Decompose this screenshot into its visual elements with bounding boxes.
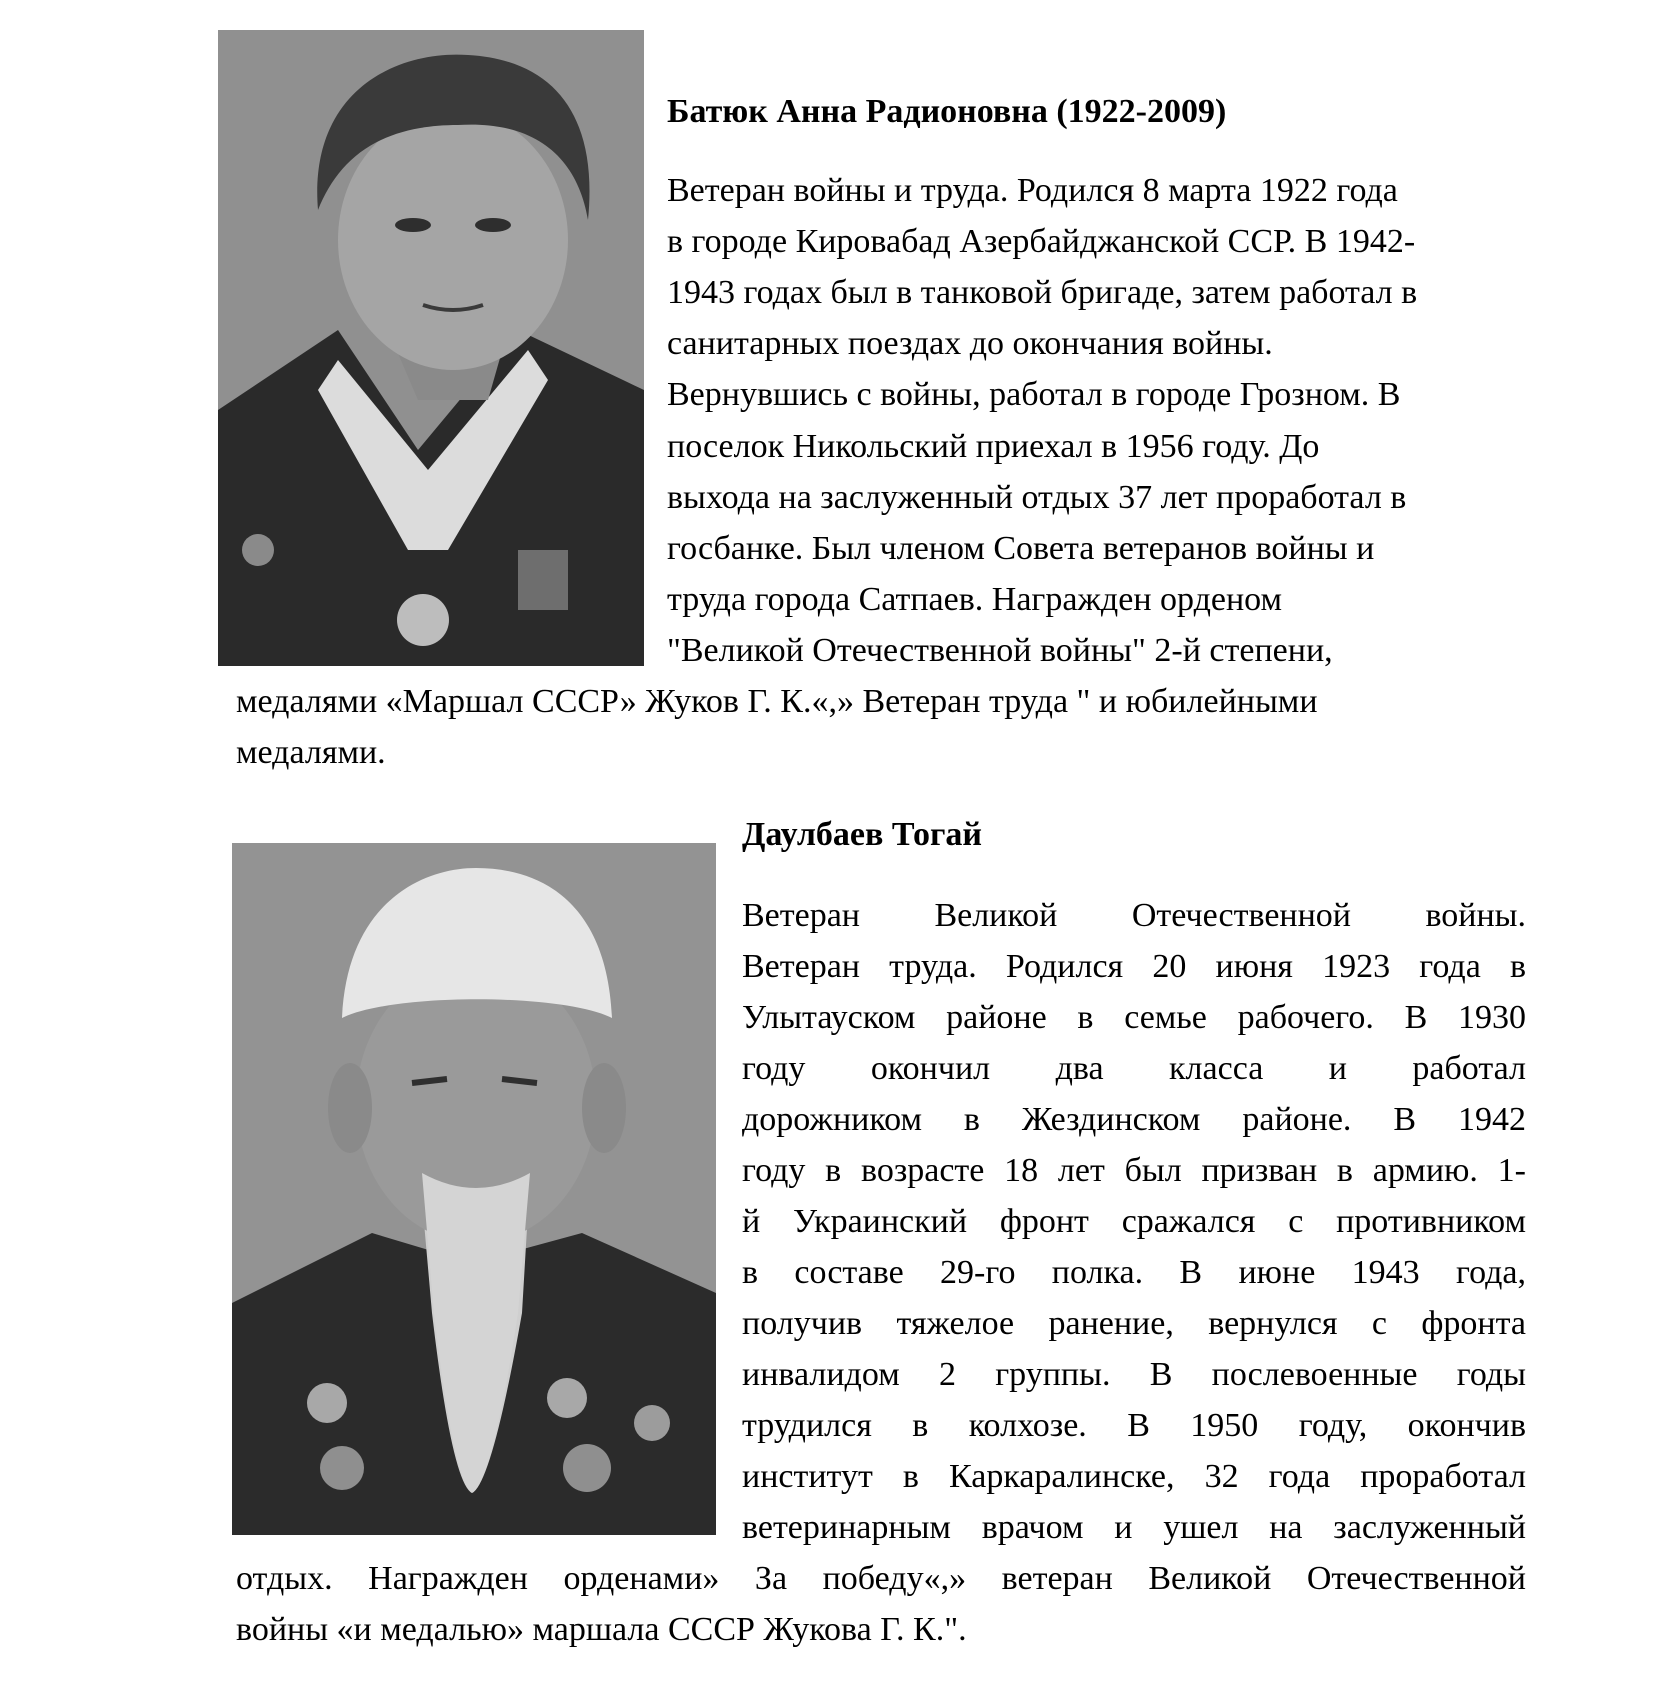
bio-line: Ветеран войны и труда. Родился 8 марта 1922 года xyxy=(667,172,1398,209)
bio-line: Улытауском районе в семье рабочего. В 1930 xyxy=(742,999,1526,1036)
bio-line: отдых. Награжден орденами» За победу«,» ветеран Великой Отечественной xyxy=(236,1560,1526,1597)
bio-line: дорожником в Жездинском районе. В 1942 xyxy=(742,1101,1526,1138)
bio-line: Ветеран Великой Отечественной войны. xyxy=(742,897,1526,934)
bio-line: госбанке. Был членом Совета ветеранов войны и xyxy=(667,530,1375,567)
bio-line: в составе 29-го полка. В июне 1943 года, xyxy=(742,1254,1526,1291)
bio-line: медалями. xyxy=(236,734,386,771)
bio-line: труда города Сатпаев. Награжден орденом xyxy=(667,581,1283,618)
bio-line: году окончил два класса и работал xyxy=(742,1050,1526,1087)
bio-line: медалями «Маршал СССР» Жуков Г. К.«,» Ветеран труда " и юбилейными xyxy=(236,683,1318,720)
bio-line: й Украинский фронт сражался с противником xyxy=(742,1203,1526,1240)
bio-line: ветеринарным врачом и ушел на заслуженный xyxy=(742,1509,1526,1546)
bio-line: трудился в колхозе. В 1950 году, окончив xyxy=(742,1407,1526,1444)
bio-line: 1943 годах был в танковой бригаде, затем работал в xyxy=(667,274,1418,311)
bio-line: Вернувшись с войны, работал в городе Грозном. В xyxy=(667,376,1401,413)
bio-line: "Великой Отечественной войны" 2-й степени, xyxy=(667,632,1333,669)
bio-line: выхода на заслуженный отдых 37 лет проработал в xyxy=(667,479,1407,516)
bio-line: поселок Никольский приехал в 1956 году. До xyxy=(667,428,1320,465)
bio-line: Ветеран труда. Родился 20 июня 1923 года в xyxy=(742,948,1526,985)
bio-line: санитарных поездах до окончания войны. xyxy=(667,325,1273,362)
portrait-photo-daulbaev xyxy=(232,843,716,1535)
bio-line: году в возрасте 18 лет был призван в армию. 1- xyxy=(742,1152,1526,1189)
bio-line: войны «и медалью» маршала СССР Жукова Г. К.". xyxy=(236,1611,967,1648)
portrait-photo-batyuk xyxy=(218,30,644,666)
bio-line: инвалидом 2 группы. В послевоенные годы xyxy=(742,1356,1526,1393)
person-name: Даулбаев Тогай xyxy=(742,816,983,853)
bio-line: получив тяжелое ранение, вернулся с фронта xyxy=(742,1305,1526,1342)
person-name: Батюк Анна Радионовна (1922-2009) xyxy=(667,93,1227,130)
bio-line: институт в Каркаралинске, 32 года проработал xyxy=(742,1458,1526,1495)
bio-line: в городе Кировабад Азербайджанской ССР. В 1942- xyxy=(667,223,1416,260)
